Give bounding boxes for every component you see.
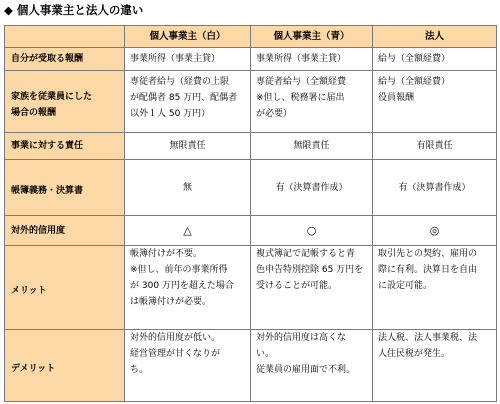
row-label-line: 場合の報酬	[11, 108, 57, 118]
cell-line: 受けることが可能。	[256, 281, 338, 291]
cell-line: 人住民税が発生。	[378, 349, 451, 359]
cell-line: が 300 万円を超えた場合	[130, 281, 234, 291]
cell-line: ※但し、前年の事業所得	[130, 265, 228, 275]
table-row	[5, 48, 497, 71]
cell-line: ち。	[130, 365, 149, 375]
cell-line: 事業所得（事業主貸）	[130, 54, 221, 64]
cell-corporation	[373, 71, 497, 133]
cell-line: 従業員の雇用面で不利。	[256, 365, 356, 375]
header-sole-white: 個人事業主（白）	[125, 26, 251, 48]
cell-line: に設定可能。	[378, 281, 433, 291]
row-label-line: 事業に対する責任	[11, 141, 84, 151]
table-row	[5, 216, 497, 246]
row-label	[5, 246, 125, 330]
row-label	[5, 133, 125, 160]
cell-sole-blue	[251, 330, 373, 402]
table-header-row	[5, 26, 497, 48]
cell-corporation	[373, 48, 497, 71]
page-heading: ◆ 個人事業主と法人の違い	[4, 3, 144, 17]
cell-sole-white	[125, 330, 251, 402]
cell-line: い。	[256, 349, 275, 359]
cell-sole-white	[125, 160, 251, 216]
table-row	[5, 330, 497, 402]
cell-corporation	[373, 330, 497, 402]
row-label-line: 対外的信用度	[11, 225, 66, 236]
cell-line: 有限責任	[416, 141, 453, 151]
cell-sole-white	[125, 48, 251, 71]
cell-line: 専従者給与（全額経費	[256, 77, 347, 87]
cell-sole-white	[125, 216, 251, 246]
table-row	[5, 246, 497, 330]
cell-line: 複式簿記で記帳すると青	[256, 249, 356, 259]
cell-line: 給与（全額経費）	[378, 77, 451, 87]
cell-corporation	[373, 246, 497, 330]
row-label	[5, 216, 125, 246]
row-label	[5, 330, 125, 402]
row-label-line: デメリット	[11, 364, 56, 374]
cell-sole-blue	[251, 160, 373, 216]
cell-line: 役員報酬	[378, 93, 415, 103]
cell-line: 色申告特別控除 65 万円を	[256, 265, 364, 275]
cell-line: 無	[182, 182, 192, 193]
row-label-line: メリット	[11, 286, 47, 296]
cell-sole-white	[125, 246, 251, 330]
cell-line: 経営管理が甘くなりが	[130, 349, 221, 359]
table-row	[5, 160, 497, 216]
row-label	[5, 160, 125, 216]
cell-line: 対外的信用度が低い。	[130, 333, 221, 343]
double-circle-mark: ◎	[429, 223, 440, 237]
cell-line: ※但し、税務署に届出	[256, 93, 345, 103]
cell-line: 帳簿付けが不要。	[130, 249, 203, 259]
cell-line: 専従者給与（経費の上限	[130, 77, 230, 87]
cell-sole-blue	[251, 71, 373, 133]
cell-line: 対外的信用度は高くな	[256, 333, 347, 343]
cell-line: 際に有利。決算日を自由	[378, 265, 478, 275]
cell-line: 以外１人 50 万円）	[130, 109, 211, 119]
cell-corporation	[373, 133, 497, 160]
table-row	[5, 71, 497, 133]
cell-corporation	[373, 160, 497, 216]
cell-sole-blue	[251, 216, 373, 246]
cell-line: 無限責任	[293, 141, 330, 151]
row-label-line: 帳簿義務・決算書	[11, 186, 84, 196]
comparison-table	[4, 25, 497, 402]
cell-corporation	[373, 216, 497, 246]
header-corporation: 法人	[373, 26, 497, 48]
cell-sole-blue	[251, 246, 373, 330]
row-label-line: 家族を従業員にした	[11, 92, 93, 102]
cell-sole-blue	[251, 133, 373, 160]
cell-line: 給与（全額経費）	[378, 54, 451, 64]
cell-sole-blue	[251, 48, 373, 71]
cell-line: は帳簿付けが必要。	[130, 297, 212, 307]
row-label	[5, 48, 125, 71]
cell-line: 無限責任	[169, 141, 206, 151]
cell-line: 事業所得（事業主貸）	[256, 54, 347, 64]
cell-sole-white	[125, 71, 251, 133]
cell-line: 法人税、法人事業税、法	[378, 333, 478, 343]
row-label-line: 自分が受取る報酬	[11, 54, 84, 64]
cell-line: 有（決算書作成）	[398, 182, 471, 193]
cell-line: 有（決算書作成）	[275, 182, 348, 193]
header-corner	[5, 26, 125, 48]
row-label	[5, 71, 125, 133]
cell-sole-white	[125, 133, 251, 160]
table-row	[5, 133, 497, 160]
header-sole-blue: 個人事業主（青）	[251, 26, 373, 48]
cell-line: が配偶者 85 万円、配偶者	[130, 93, 238, 103]
cell-line: 取引先との契約、雇用の	[378, 249, 478, 259]
cell-line: が必要）	[256, 109, 293, 119]
triangle-mark: △	[183, 223, 192, 237]
circle-mark: ○	[306, 223, 317, 237]
